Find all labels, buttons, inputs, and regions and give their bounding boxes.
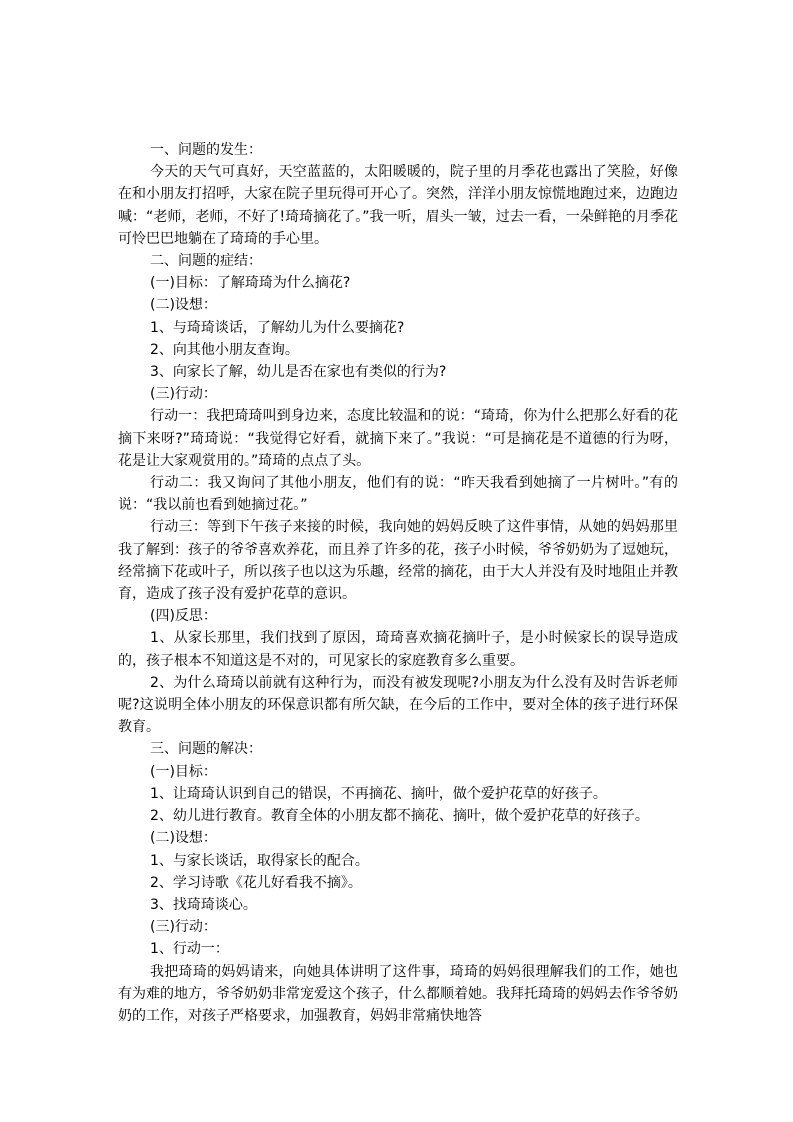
document-body <box>118 139 678 1027</box>
list-item-solution-goal-1: 1、让琦琦认识到自己的错误，不再摘花、摘叶，做个爱护花草的好孩子。 <box>150 785 607 802</box>
subheading-action: (三)行动： <box>150 386 217 403</box>
list-item-solution-action-1: 1、行动一： <box>150 941 229 958</box>
list-item-solution-plan-2: 2、学习诗歌《花儿好看我不摘》。 <box>150 874 362 891</box>
paragraph-solution-action-1-detail: 我把琦琦的妈妈请来，向她具体讲明了这件事，琦琦的妈妈很理解我们的工作，她也有为难的地方，爷爷奶奶非常宠爱这个孩子，什么都顺着她。我拜托琦琦的妈妈去作爷爷奶奶的工作，对孩子严格要求，加强教育，妈妈非常痛快地答 <box>118 963 678 1024</box>
list-item-reflection-1: 1、从家长那里，我们找到了原因，琦琦喜欢摘花摘叶子，是小时候家长的误导造成的，孩子根本不知道这是不对的，可见家长的家庭教育多么重要。 <box>118 630 678 669</box>
paragraph-action-2: 行动二：我又询问了其他小朋友，他们有的说：“昨天我看到她摘了一片树叶。”有的说：“我以前也看到她摘过花。” <box>118 475 678 514</box>
section-heading-problem-crux: 二、问题的症结： <box>150 253 262 270</box>
list-item-plan-2: 2、向其他小朋友查询。 <box>150 341 299 358</box>
subheading-plan: (二)设想： <box>150 297 217 314</box>
list-item-solution-plan-3: 3、找琦琦谈心。 <box>150 896 257 913</box>
paragraph-action-3: 行动三：等到下午孩子来接的时候，我向她的妈妈反映了这件事情，从她的妈妈那里我了解到：孩子的爷爷喜欢养花，而且养了许多的花，孩子小时候，爷爷奶奶为了逗她玩，经常摘下花或叶子，所以孩子也以这为乐趣，经常的摘花，由于大人并没有及时地阻止并教育，造成了孩子没有爱护花草的意识。 <box>118 519 678 603</box>
paragraph-action-1: 行动一：我把琦琦叫到身边来，态度比较温和的说：“琦琦，你为什么把那么好看的花摘下来呀?”琦琦说：“我觉得它好看，就摘下来了。”我说：“可是摘花是不道德的行为呀，花是让大家观赏用的。”琦琦的点点了头。 <box>118 408 678 469</box>
subheading-solution-action: (三)行动： <box>150 919 217 936</box>
list-item-plan-3: 3、向家长了解，幼儿是否在家也有类似的行为? <box>150 364 447 381</box>
list-item-reflection-2: 2、为什么琦琦以前就有这种行为，而没有被发现呢?小朋友为什么没有及时告诉老师呢?这说明全体小朋友的环保意识都有所欠缺，在今后的工作中，要对全体的孩子进行环保教育。 <box>118 674 678 736</box>
section-heading-problem-occurrence: 一、问题的发生： <box>150 142 262 158</box>
list-item-solution-plan-1: 1、与家长谈话，取得家长的配合。 <box>150 852 369 869</box>
subheading-solution-goal: (一)目标： <box>150 763 217 780</box>
list-item-plan-1: 1、与琦琦谈话，了解幼儿为什么要摘花? <box>150 319 405 336</box>
paragraph-goal: (一)目标：了解琦琦为什么摘花? <box>150 275 351 292</box>
section-heading-problem-solution: 三、问题的解决： <box>150 741 262 758</box>
subheading-reflection: (四)反思： <box>150 608 217 625</box>
paragraph-incident: 今天的天气可真好，天空蓝蓝的，太阳暖暖的，院子里的月季花也露出了笑脸，好像在和小朋友打招呼，大家在院子里玩得可开心了。突然，洋洋小朋友惊慌地跑过来，边跑边喊：“老师，老师，不好了!琦琦摘花了。”我一听，眉头一皱，过去一看，一朵鲜艳的月季花可怜巴巴地躺在了琦琦的手心里。 <box>118 164 678 247</box>
list-item-solution-goal-2: 2、幼儿进行教育。教育全体的小朋友都不摘花、摘叶，做个爱护花草的好孩子。 <box>150 808 649 825</box>
subheading-solution-plan: (二)设想： <box>150 830 217 847</box>
